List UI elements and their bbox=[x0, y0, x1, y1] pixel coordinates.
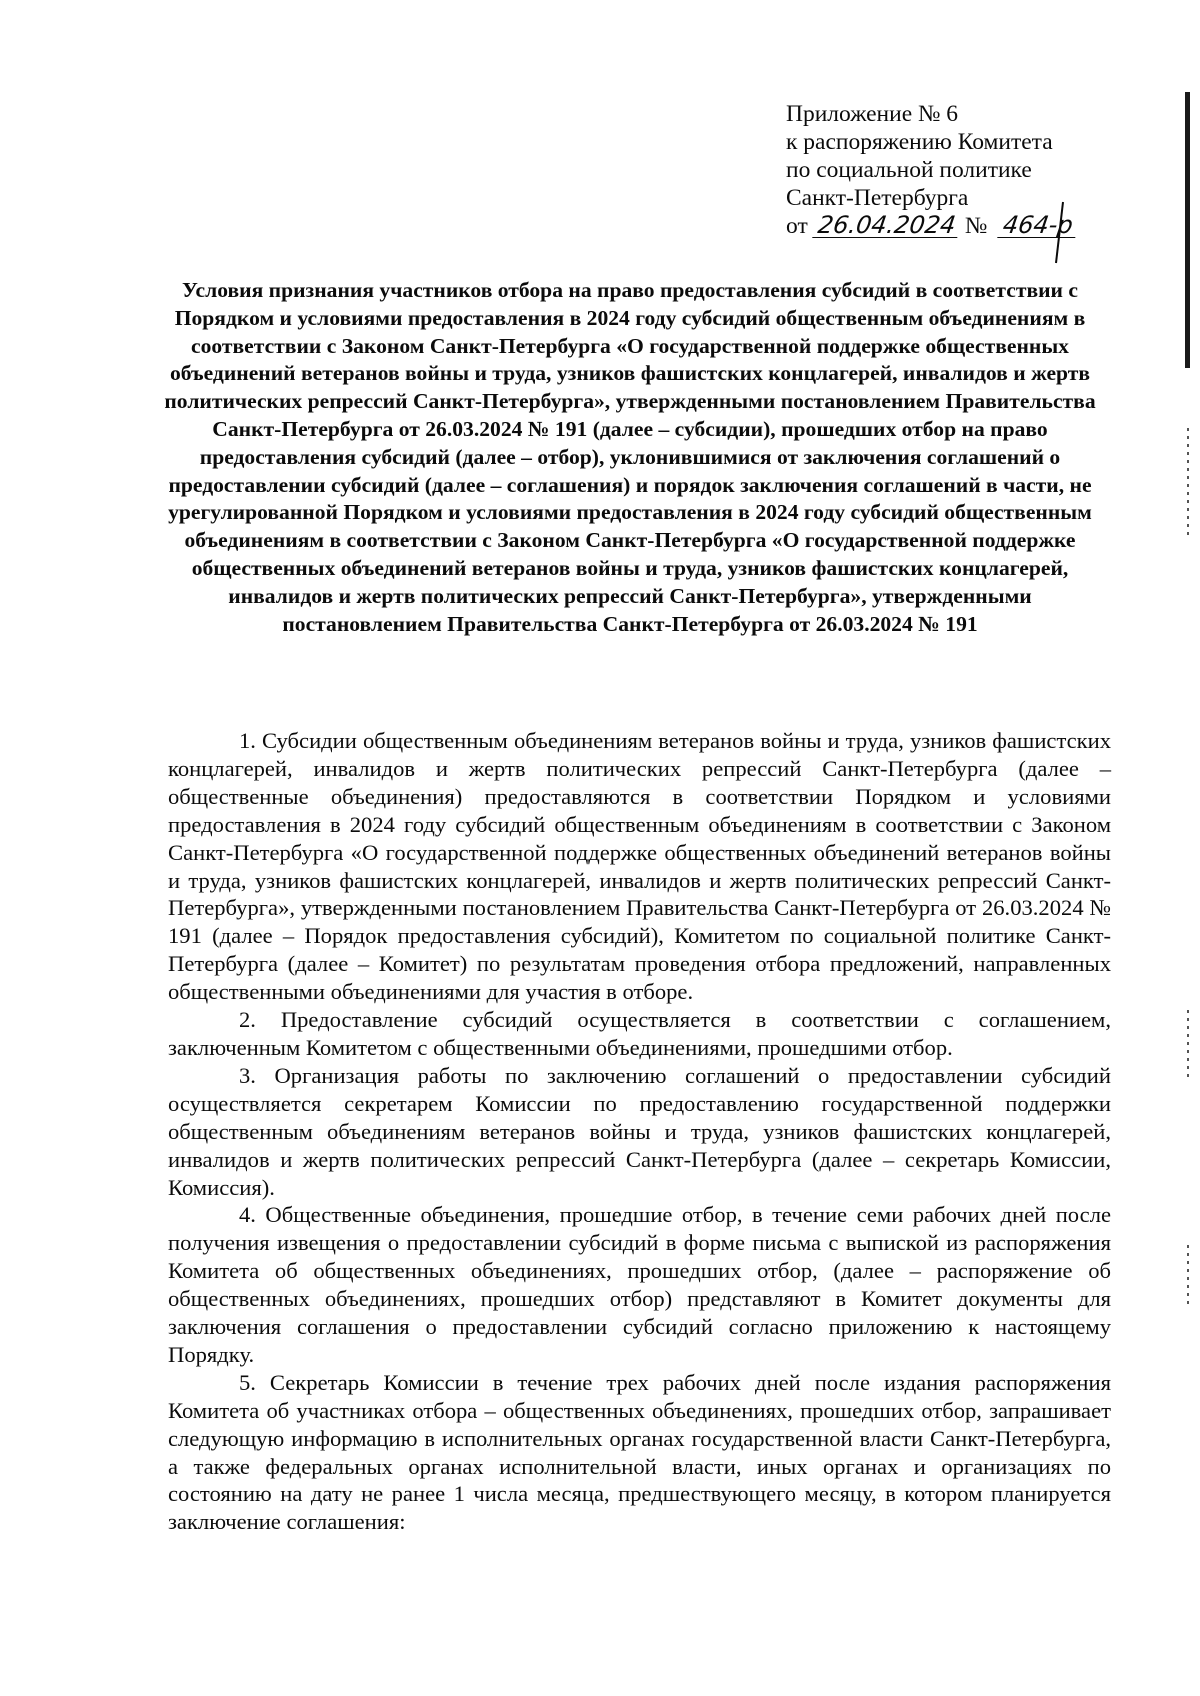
paragraph-1: 1. Субсидии общественным объединениям ветеранов войны и труда, узников фашистских концлагерей, инвалидов и жертв политических репрессий Санкт-Петербурга (далее – общественные объединения) предоставляются в соответствии Порядком и условиями предоставления в 2024 году субсидий общественным объединениям в соответствии с Законом Санкт-Петербурга «О государственной поддержке общественных объединений ветеранов войны и труда, узников фашистских концлагерей, инвалидов и жертв политических репрессий Санкт-Петербурга», утвержденными постановлением Правительства Санкт-Петербурга от 26.03.2024 № 191 (далее – Порядок предоставления субсидий), Комитетом по социальной политике Санкт-Петербурга (далее – Комитет) по результатам проведения отбора предложений, направленных общественными объединениями для участия в отборе. bbox=[168, 728, 1111, 1005]
paragraph-3: 3. Организация работы по заключению соглашений о предоставлении субсидий осуществляется секретарем Комиссии по предоставлению государственной поддержки общественным объединениям ветеранов войны и труда, узников фашистских концлагерей, инвалидов и жертв политических репрессий Санкт-Петербурга (далее – секретарь Комиссии, Комиссия). bbox=[168, 1062, 1111, 1200]
document-body bbox=[168, 727, 1111, 1536]
scan-edge-mark bbox=[1185, 92, 1190, 368]
scan-edge-dots bbox=[1187, 1010, 1189, 1080]
paragraph-2: 2. Предоставление субсидий осуществляется в соответствии с соглашением, заключенным Комитетом с общественными объединениями, прошедшими отбор. bbox=[168, 1007, 1111, 1060]
appendix-line: Санкт-Петербурга bbox=[786, 185, 969, 211]
appendix-header bbox=[786, 100, 1116, 240]
handwritten-number: 464-р bbox=[997, 213, 1078, 238]
appendix-line: Приложение № 6 bbox=[786, 101, 959, 127]
appendix-line: по социальной политике bbox=[786, 157, 1032, 183]
document-title: Условия признания участников отбора на право предоставления субсидий в соответствии с Порядком и условиями предоставления в 2024 году субсидий общественным объединениям в соответствии с Законом Санкт-Петербурга «О государственной поддержке общественных объединений ветеранов войны и труда, узников фашистских концлагерей, инвалидов и жертв политических репрессий Санкт-Петербурга», утвержденными постановлением Правительства Санкт-Петербурга от 26.03.2024 № 191 (далее – субсидии), прошедших отбор на право предоставления субсидий (далее – отбор), уклонившимися от заключения соглашений о предоставлении субсидий (далее – соглашения) и порядок заключения соглашений в части, не урегулированной Порядком и условиями предоставления в 2024 году субсидий общественным объединениям в соответствии с Законом Санкт-Петербурга «О государственной поддержке общественных объединений ветеранов войны и труда, узников фашистских концлагерей, инвалидов и жертв политических репрессий Санкт-Петербурга», утвержденными постановлением Правительства Санкт-Петербурга от 26.03.2024 № 191 bbox=[164, 278, 1096, 636]
paragraph-4: 4. Общественные объединения, прошедшие отбор, в течение семи рабочих дней после получения извещения о предоставлении субсидий в форме письма с выпиской из распоряжения Комитета об общественных объединениях, прошедших отбор, (далее – распоряжение об общественных объединениях, прошедших отбор) представляют в Комитет документы для заключения соглашения о предоставлении субсидий согласно приложению к настоящему Порядку. bbox=[168, 1202, 1111, 1367]
number-prefix: № bbox=[964, 213, 988, 239]
appendix-line: к распоряжению Комитета bbox=[786, 129, 1053, 155]
scan-edge-dots bbox=[1187, 428, 1189, 540]
scan-edge-dots bbox=[1187, 1245, 1189, 1305]
handwritten-date: 26.04.2024 bbox=[812, 213, 961, 238]
appendix-date-line bbox=[786, 212, 1116, 240]
date-prefix: от bbox=[786, 213, 808, 239]
paragraph-5: 5. Секретарь Комиссии в течение трех рабочих дней после издания распоряжения Комитета об участниках отбора – общественных объединениях, прошедших отбор, запрашивает следующую информацию в исполнительных органах государственной власти Санкт-Петербурга, а также федеральных органах исполнительной власти, иных органах и организациях по состоянию на дату не ранее 1 числа месяца, предшествующего месяцу, в котором планируется заключение соглашения: bbox=[168, 1369, 1111, 1535]
pen-stroke-mark bbox=[1053, 200, 1065, 265]
